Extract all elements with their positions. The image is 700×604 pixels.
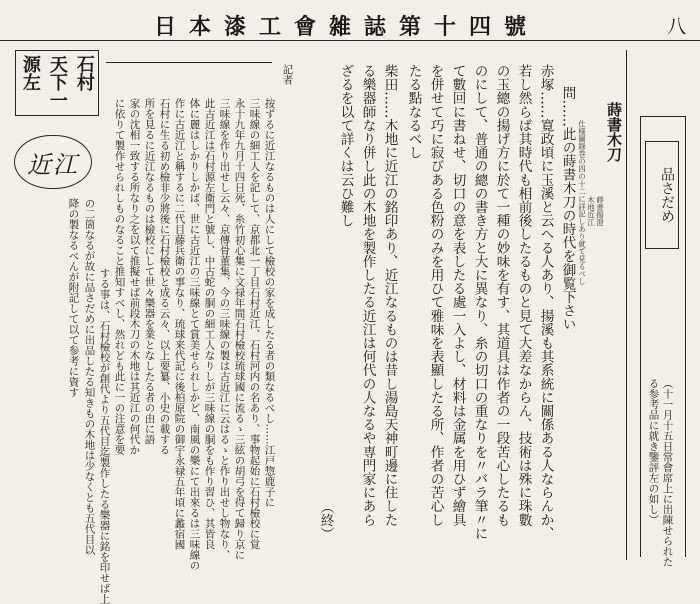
article-line: たる點なるべし (405, 64, 422, 160)
note-line: 降の製なるべんが附記して以て参考に資す (67, 198, 80, 398)
note-line: する事は、石村檢校が創代より五代目迄製作したる樂器に銘を印せば上 (98, 268, 111, 604)
reference-note: 仕様圖錄巻の四の十二に詳記しあり就て見るべし (577, 120, 587, 285)
note-line: に依りて製作せられしものなること推知すべし、然れども此に一の注意を要 (113, 98, 126, 455)
article-line: のにして、普通の總の書き方と大に異なり、糸の切口の重なりを〃バラ筆〃に (471, 64, 488, 540)
article-line: 問……此の蒔書木刀の時代を御覧下さい (559, 86, 576, 331)
note-line: の二箇なるが故に品さだめに出品したる知きもの木地は少なくとも五代目以 (83, 198, 96, 555)
sidebar-separator (626, 50, 627, 560)
article-line: 若し然らば其時代も相前後したるものと見て大差なからん、技術は殊に珠數 (515, 64, 532, 527)
note-line: 家の沈相一致する所なり之を以て推擬せば前段木刀の木地は其近江の何代か (128, 98, 141, 455)
seal-text: 石村 (73, 55, 95, 91)
article-line: 赤塚……寛政頃に玉溪と云へる人あり、揚溪も其系統に關係ある人ならんか、 (537, 64, 554, 540)
maker-mark-text: 近江 (27, 150, 79, 179)
sidebar-note-line: （十一月十五日常會席上に出陳せられた (661, 378, 674, 567)
item-meta: 蒔書揚澄 (595, 196, 605, 226)
note-line: 作に古近江と稱するに二代目藤兵衛の事なり、琉球来代記に後柏原院の御宇永禄五年頃に蠡宿國 (173, 98, 186, 550)
note-line: 永十九年九月十四日死、糸竹初心集に文禄年間石村檢校琉球國に流るゝ三絃の胡弓を得て歸り京に (233, 98, 246, 560)
note-line: 此古近江は石村源左衛門と號し、中古蛇の胴の細工人なりしが三味線の胴をも作り習ひ、其皆良 (203, 98, 216, 550)
note-line: 按ずるに近江なるものは人にして檢校の家を成したる者の類なるべし……江戸惣鹿子に (263, 98, 276, 508)
maker-mark-icon (14, 135, 92, 189)
article-title: 蒔書木刀 (605, 102, 623, 162)
running-header (4, 8, 696, 38)
article-line: の玉總の揚げ方に於て一種の妙味を有す、其道具は作者の一段苦心したるも (493, 64, 510, 527)
seal-box (15, 50, 99, 116)
note-line: 三味線を作り出せし云々、京傳骨董集、今の三味線の製は古近江に云はるゝと作り出せし物なり、 (218, 98, 231, 560)
sidebar-note-line: る参考品に就き鑒評左の如し） (647, 378, 660, 525)
end-mark: （終） (317, 500, 334, 541)
article-line: ざるを以て詳くは云ひ難し (337, 64, 354, 228)
seal-text: 天下一 (46, 55, 68, 109)
note-line: 体に麗はしかりしかば、世に古近江の三味線とて賞美せられしかど、南風の樂にて出來るは三味線の (188, 98, 201, 571)
article-line: を併せて巧に寂びある色粉のみを用ひて雅味を表顯したる所、作者の苦心し (427, 64, 444, 527)
note-label: 記者 (281, 64, 294, 85)
sidebar-heading: 品さだめ (645, 141, 679, 249)
seal-text: 源左 (19, 55, 41, 91)
article-line: る樂器師なり併し此の木地を製作したる近江は何代の人なるや専門家にあら (359, 64, 376, 527)
note-line: 石村に生る初め檢非少將後に石村檢校と成る云々、以上要纂、小史の載する (158, 98, 171, 455)
section-rule (106, 62, 272, 63)
item-meta: 木地近江 (586, 196, 596, 226)
journal-title: 日本漆工會雑誌第十四號 (154, 14, 540, 40)
article-line: 柴田……木地に近江の銘印あり、近江なるものは昔し湯島天神町邊に住した (381, 64, 398, 527)
page-number: 八 (666, 16, 686, 38)
note-line: 所を見るに近江なるものは檢校にして世々樂器を業となしたる者の由に語 (143, 98, 156, 445)
note-line: 三味線の細工人を記して、京都北一丁目石村近江、石村河内の名あり、事物起始に石村檢校に覚 (248, 98, 261, 550)
header-rule (0, 40, 700, 41)
article-line: て數回に書ねせ、切口の意を表したる處一入よし、材料は金属を用ひず繪具 (449, 64, 466, 527)
